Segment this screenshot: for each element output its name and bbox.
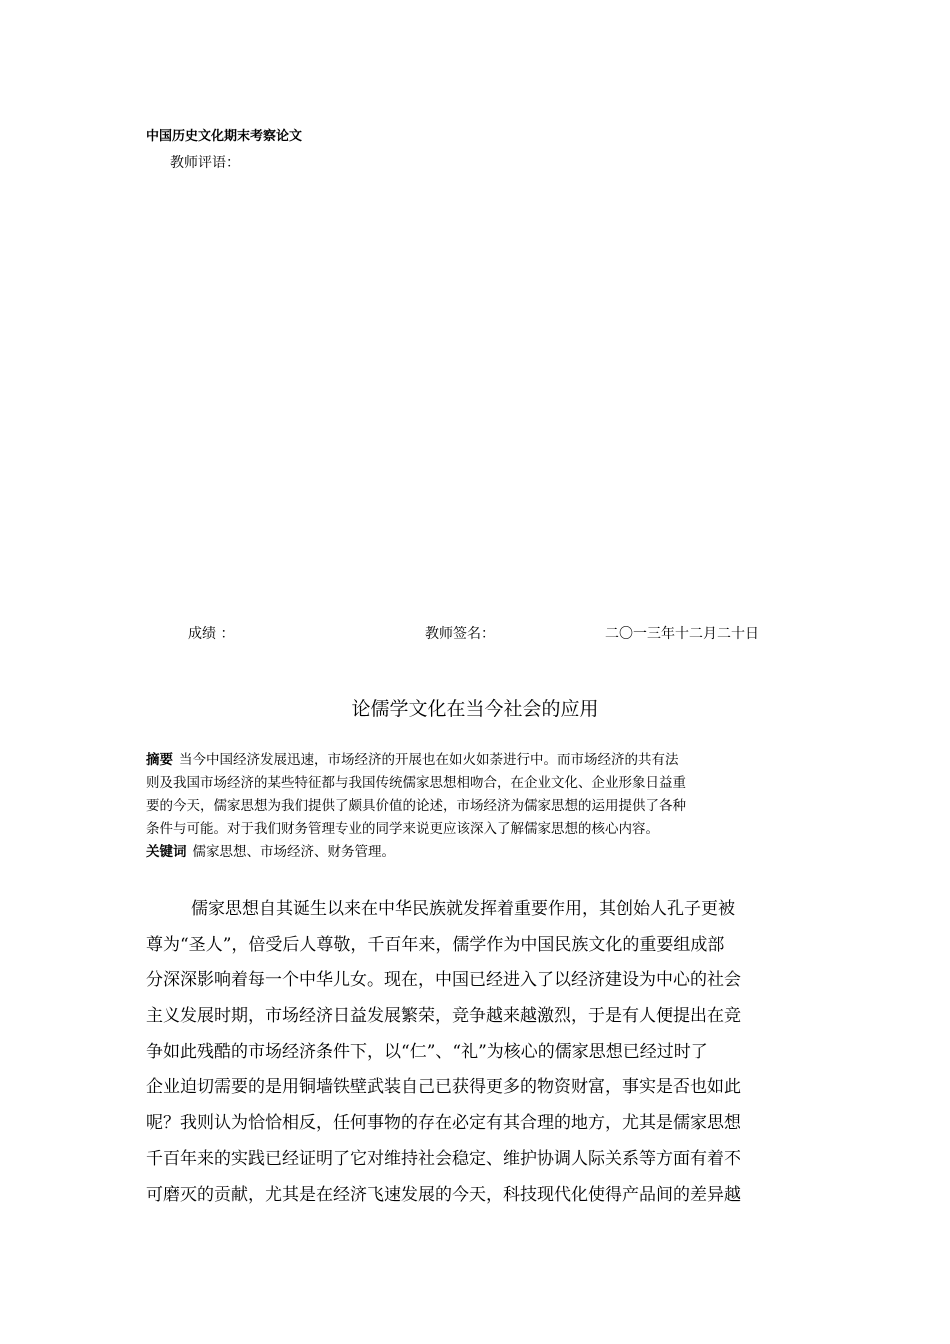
grade-label: 成绩 ：	[188, 626, 235, 642]
body-line: 企业迫切需要的是用铜墙铁壁武装自己已获得更多的物资财富，事实是否也如此	[146, 1077, 741, 1098]
body-line: 儒家思想自其诞生以来在中华民族就发挥着重要作用，其创始人孔子更被	[191, 899, 735, 919]
course-title: 中国历史文化期末考察论文	[146, 129, 303, 144]
body-line: 主义发展时期，市场经济日益发展繁荣，竞争越来越激烈，于是有人便提出在竞	[146, 1006, 741, 1027]
body-paragraph	[146, 892, 816, 1213]
body-line: 可磨灭的贡献，尤其是在经济飞速发展的今天，科技现代化使得产品间的差异越	[146, 1184, 741, 1205]
keywords-text: 儒家思想、市场经济、财务管理。	[192, 844, 395, 860]
abstract-text: 当今中国经济发展迅速，市场经济的开展也在如火如荼进行中。而市场经济的共有法	[179, 752, 679, 768]
abstract-line: 则及我国市场经济的某些特征都与我国传统儒家思想相吻合，在企业文化、企业形象日益重	[146, 775, 686, 791]
body-line: 争如此残酷的市场经济条件下，以“仁”、“礼”为核心的儒家思想已经过时了	[146, 1041, 708, 1062]
teacher-comment-label: 教师评语：	[170, 155, 240, 171]
keywords-heading: 关键词	[146, 844, 187, 860]
abstract-line: 要的今天，儒家思想为我们提供了颇具价值的论述，市场经济为儒家思想的运用提供了各种	[146, 798, 686, 814]
abstract-line	[146, 749, 816, 772]
body-line: 呢？我则认为恰恰相反，任何事物的存在必定有其合理的地方，尤其是儒家思想	[146, 1113, 741, 1134]
body-line: 分深深影响着每一个中华儿女。现在，中国已经进入了以经济建设为中心的社会	[146, 970, 741, 991]
abstract-line: 条件与可能。对于我们财务管理专业的同学来说更应该深入了解儒家思想的核心内容。	[146, 821, 659, 837]
body-line: 千百年来的实践已经证明了它对维持社会稳定、维护协调人际关系等方面有着不	[146, 1148, 741, 1169]
keywords-line	[146, 841, 816, 864]
body-line: 尊为“圣人”，倍受后人尊敬，千百年来，儒学作为中国民族文化的重要组成部	[146, 934, 725, 955]
date-text: 二〇一三年十二月二十日	[605, 626, 759, 642]
paper-title: 论儒学文化在当今社会的应用	[351, 698, 599, 720]
teacher-signature-label: 教师签名：	[425, 626, 495, 642]
abstract-block	[146, 749, 816, 864]
abstract-heading: 摘要	[146, 752, 173, 768]
